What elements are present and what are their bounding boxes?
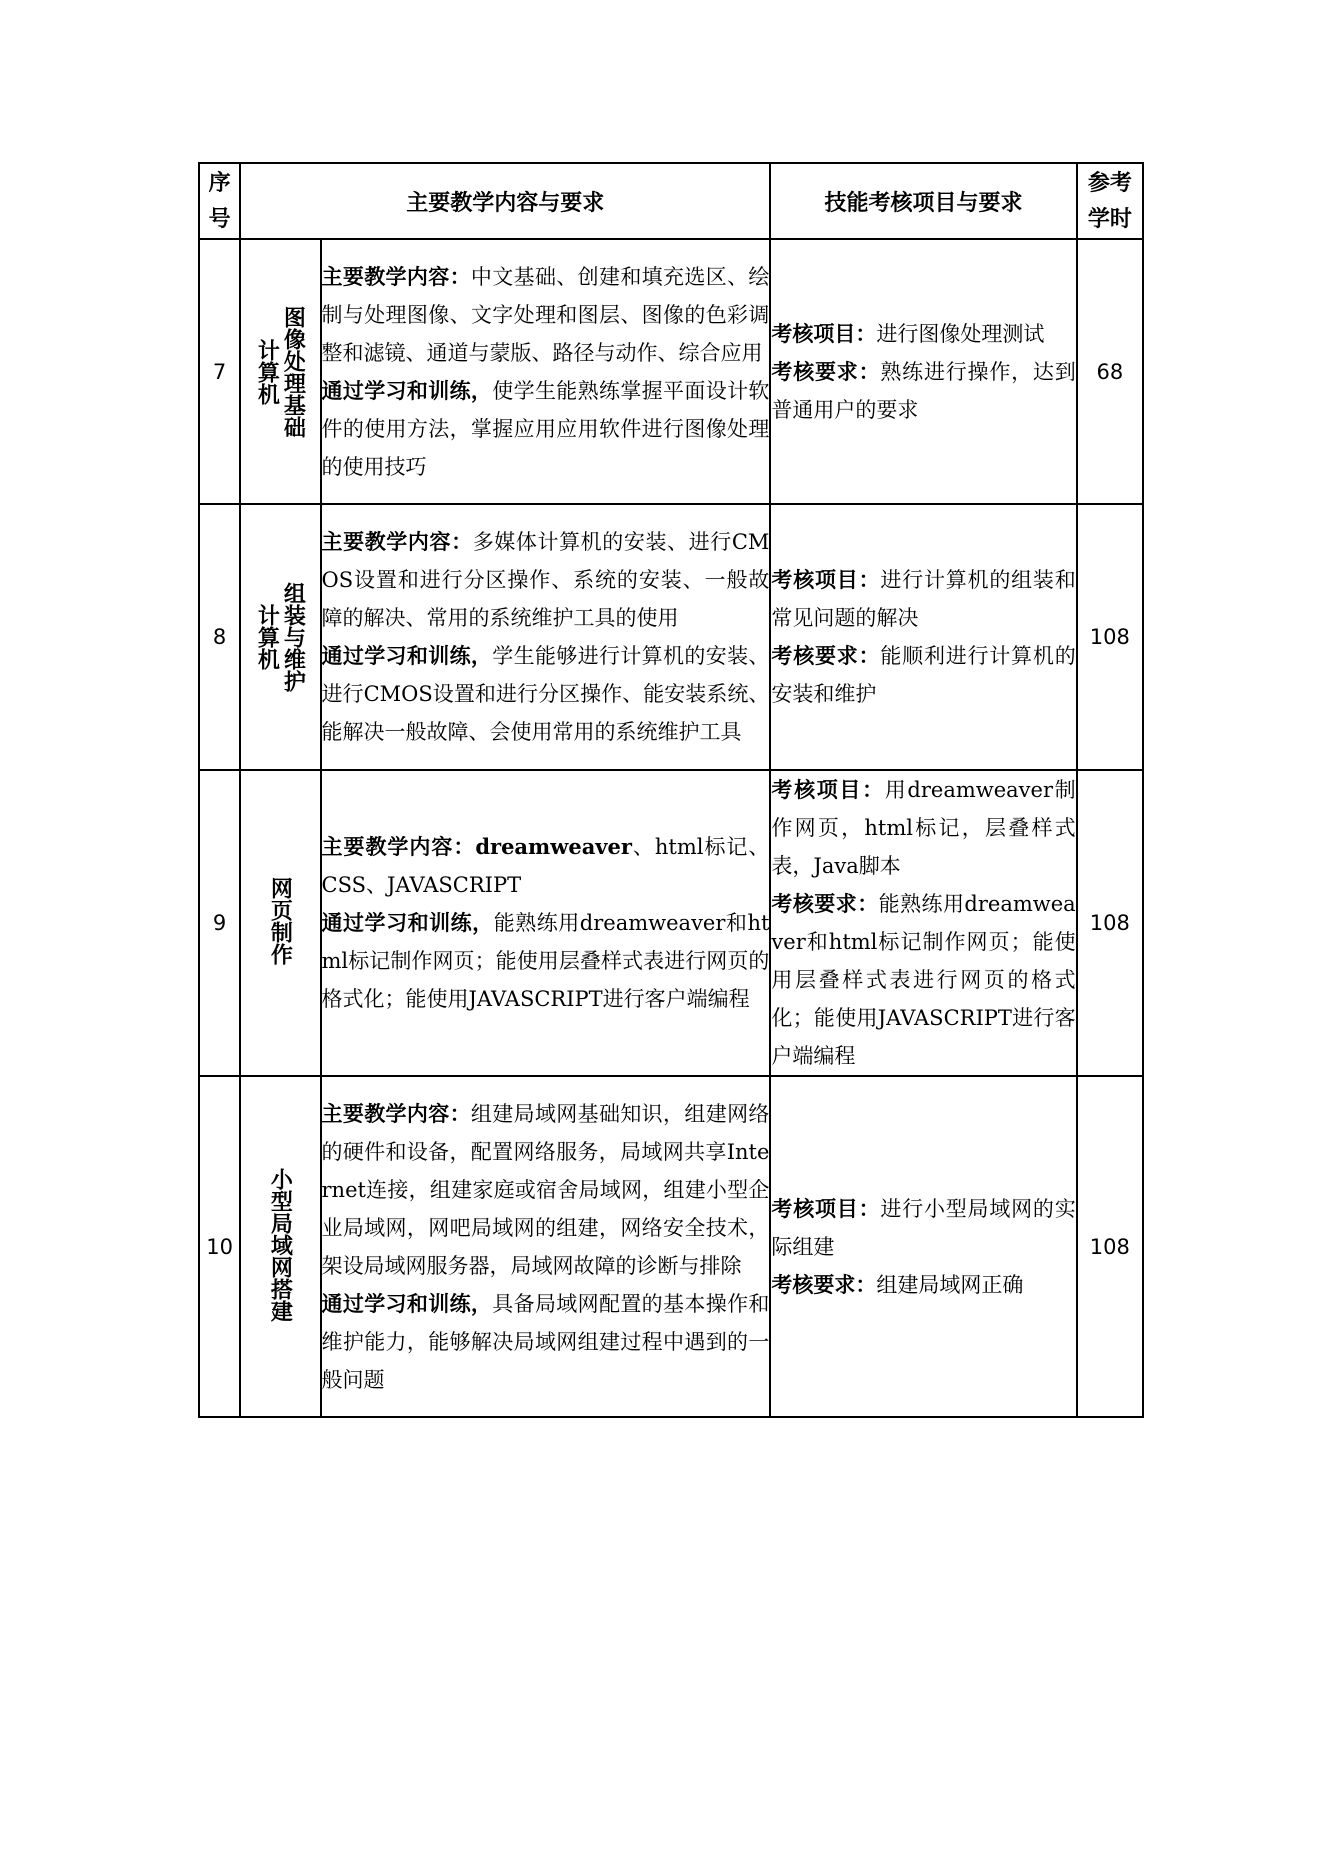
course-name-part: 图像处理基础 xyxy=(280,305,307,438)
content-cell xyxy=(321,1076,771,1417)
row-index: 9 xyxy=(199,770,240,1076)
assessment-cell xyxy=(770,770,1076,1076)
requirement-label: 考核要求： xyxy=(771,891,879,916)
requirement-text: 熟练进行操作，达到普通用户的要求 xyxy=(771,359,1076,422)
content-label: 主要教学内容： xyxy=(321,529,473,554)
hours-cell: 68 xyxy=(1077,239,1143,504)
project-label: 考核项目： xyxy=(771,320,877,346)
training-text: 学生能够进行计算机的安装、进行CMOS设置和进行分区操作、能安装系统、能解决一般故障、会使用常用的系统维护工具 xyxy=(321,644,770,744)
assessment-cell xyxy=(770,239,1076,504)
requirement-text: 能熟练用dreamweaver和html标记制作网页；能使用层叠样式表进行网页的格式化；能使用JAVASCRIPT进行客户端编程 xyxy=(771,892,1076,1068)
content-text: 多媒体计算机的安装、进行CMOS设置和进行分区操作、系统的安装、一般故障的解决、常用的系统维护工具的使用 xyxy=(321,530,770,630)
course-name-cell xyxy=(240,239,320,504)
assessment-cell xyxy=(770,504,1076,770)
training-text: 能熟练用dreamweaver和html标记制作网页；能使用层叠样式表进行网页的格式化；能使用JAVASCRIPT进行客户端编程 xyxy=(321,911,770,1011)
hours-cell: 108 xyxy=(1077,770,1143,1076)
course-name-cell xyxy=(240,504,320,770)
table-row xyxy=(199,239,1143,504)
row-index: 8 xyxy=(199,504,240,770)
row-index: 10 xyxy=(199,1076,240,1417)
table-row xyxy=(199,770,1143,1076)
course-name-cell xyxy=(240,1076,320,1417)
header-index: 序号 xyxy=(199,163,240,239)
header-row xyxy=(199,163,1143,239)
project-label: 考核项目： xyxy=(771,777,885,802)
content-text: 组建局域网基础知识，组建网络的硬件和设备，配置网络服务，局域网共享Internet连接，组建家庭或宿舍局域网，组建小型企业局域网，网吧局域网的组建，网络安全技术，架设局域网服务器，局域网故障的诊断与排除 xyxy=(321,1101,770,1278)
requirement-text: 组建局域网正确 xyxy=(876,1272,1024,1297)
project-text: 进行计算机的组装和常见问题的解决 xyxy=(771,568,1076,630)
assessment-cell xyxy=(770,1076,1076,1417)
course-name-part: 组装与维护 xyxy=(280,582,307,692)
hours-cell: 108 xyxy=(1077,1076,1143,1417)
table-row xyxy=(199,1076,1143,1417)
requirement-label: 考核要求： xyxy=(771,643,881,668)
course-name-part: 计算机 xyxy=(254,604,281,670)
training-label: 通过学习和训练， xyxy=(321,910,494,935)
requirement-text: 能顺利进行计算机的安装和维护 xyxy=(771,644,1076,706)
content-cell xyxy=(321,770,771,1076)
content-text: 、html标记、CSS、JAVASCRIPT xyxy=(321,835,770,897)
content-label: 主要教学内容： xyxy=(321,834,476,859)
content-text: 中文基础、创建和填充选区、绘制与处理图像、文字处理和图层、图像的色彩调整和滤镜、通道与蒙版、路径与动作、综合应用 xyxy=(321,264,770,365)
training-label: 通过学习和训练， xyxy=(321,377,493,403)
training-label: 通过学习和训练， xyxy=(321,1290,493,1316)
training-text: 具备局域网配置的基本操作和维护能力，能够解决局域网组建过程中遇到的一般问题 xyxy=(321,1291,770,1392)
project-label: 考核项目： xyxy=(771,567,881,592)
project-text: 用dreamweaver制作网页，html标记，层叠样式表，Java脚本 xyxy=(771,778,1076,878)
header-assessment: 技能考核项目与要求 xyxy=(770,163,1076,239)
course-name-cell xyxy=(240,770,320,1076)
header-hours: 参考学时 xyxy=(1077,163,1143,239)
project-text: 进行图像处理测试 xyxy=(876,321,1045,346)
training-text: 使学生能熟练掌握平面设计软件的使用方法，掌握应用应用软件进行图像处理的使用技巧 xyxy=(321,378,770,479)
content-bold-term: dreamweaver xyxy=(475,834,632,859)
content-label: 主要教学内容： xyxy=(321,1100,471,1126)
project-label: 考核项目： xyxy=(771,1195,881,1221)
table-row xyxy=(199,504,1143,770)
row-index: 7 xyxy=(199,239,240,504)
project-text: 进行小型局域网的实际组建 xyxy=(771,1196,1076,1259)
content-cell xyxy=(321,239,771,504)
header-content: 主要教学内容与要求 xyxy=(240,163,770,239)
content-cell xyxy=(321,504,771,770)
requirement-label: 考核要求： xyxy=(771,1271,877,1297)
course-table xyxy=(198,162,1144,1418)
course-name-part: 网页制作 xyxy=(267,877,294,965)
course-name-part: 小型局域网搭建 xyxy=(267,1167,294,1322)
training-label: 通过学习和训练， xyxy=(321,643,493,668)
requirement-label: 考核要求： xyxy=(771,358,881,384)
hours-cell: 108 xyxy=(1077,504,1143,770)
course-name-part: 计算机 xyxy=(254,338,281,405)
content-label: 主要教学内容： xyxy=(321,263,471,289)
